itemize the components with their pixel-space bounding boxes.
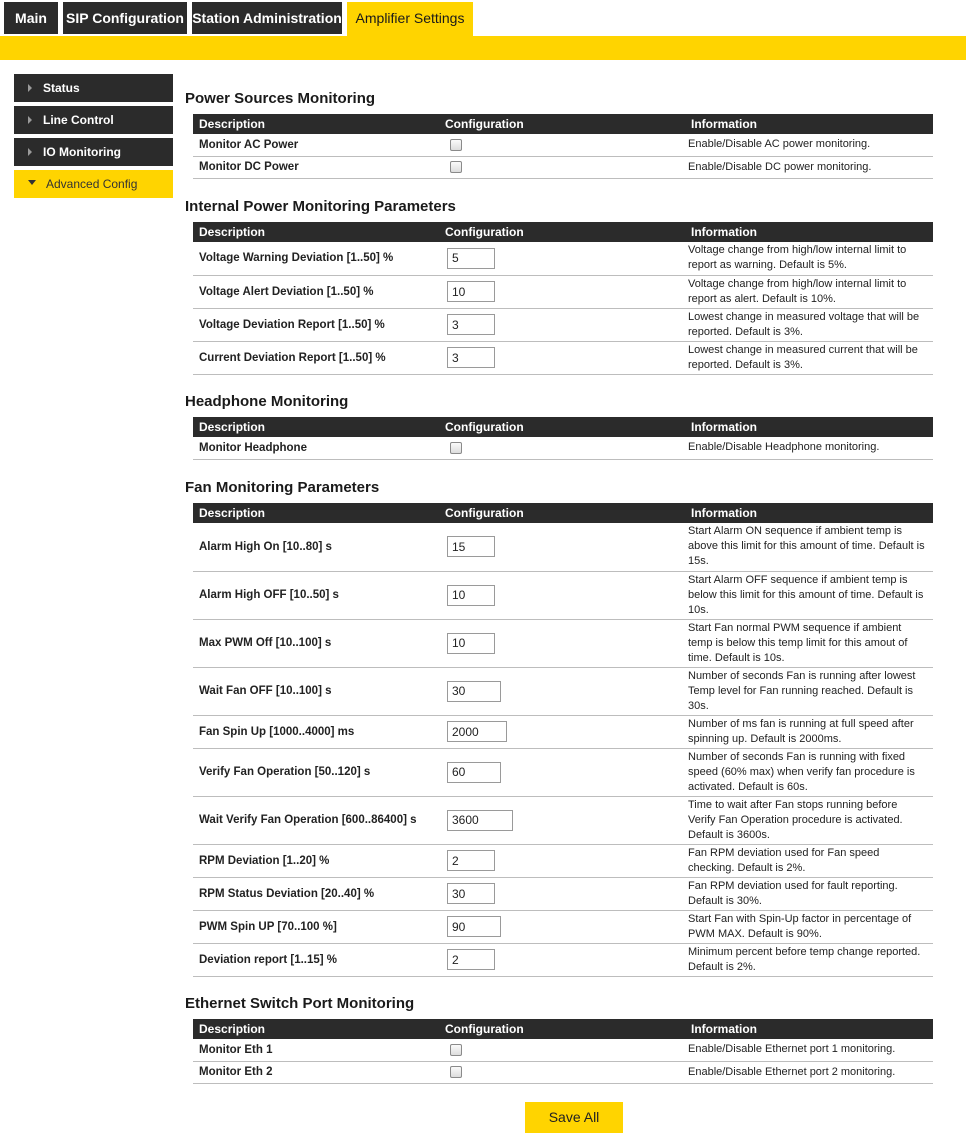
fan-spin-up-input[interactable] xyxy=(447,721,507,742)
row-information: Start Alarm ON sequence if ambient temp is above this limit for this amount of time. Default is 15s. xyxy=(685,523,933,571)
tab-amplifier-settings[interactable]: Amplifier Settings xyxy=(347,2,473,36)
row-information: Enable/Disable Ethernet port 2 monitoring. xyxy=(685,1061,933,1083)
wait-verify-fan-operation-input[interactable] xyxy=(447,810,513,831)
section-title-ethernet: Ethernet Switch Port Monitoring xyxy=(185,995,415,1012)
section-title-power-sources: Power Sources Monitoring xyxy=(185,90,376,107)
row-configuration xyxy=(439,667,685,715)
headphone-table xyxy=(193,417,933,460)
table-header xyxy=(193,417,933,437)
table-row xyxy=(193,910,933,943)
row-configuration xyxy=(439,523,685,571)
row-configuration xyxy=(439,619,685,667)
row-configuration xyxy=(439,748,685,796)
column-header-information: Information xyxy=(685,417,933,437)
table-row xyxy=(193,796,933,844)
current-deviation-report-input[interactable] xyxy=(447,347,495,368)
column-header-description: Description xyxy=(193,1019,439,1039)
row-description: Monitor Eth 1 xyxy=(193,1039,439,1061)
row-information: Number of seconds Fan is running after lowest Temp level for Fan running reached. Default is 30s. xyxy=(685,667,933,715)
table-row xyxy=(193,748,933,796)
column-header-description: Description xyxy=(193,503,439,523)
column-header-configuration: Configuration xyxy=(439,503,685,523)
row-configuration xyxy=(439,571,685,619)
tab-underline-bar xyxy=(0,36,966,60)
table-header xyxy=(193,1019,933,1039)
table-row xyxy=(193,437,933,459)
row-information: Voltage change from high/low internal limit to report as warning. Default is 5%. xyxy=(685,242,933,275)
monitor-eth1-checkbox[interactable] xyxy=(450,1044,462,1056)
sidebar-item-label: IO Monitoring xyxy=(43,145,121,159)
row-information: Enable/Disable DC power monitoring. xyxy=(685,156,933,178)
column-header-information: Information xyxy=(685,1019,933,1039)
row-description: Fan Spin Up [1000..4000] ms xyxy=(193,715,439,748)
table-row xyxy=(193,667,933,715)
table-row xyxy=(193,341,933,374)
row-description: Voltage Alert Deviation [1..50] % xyxy=(193,275,439,308)
table-row xyxy=(193,877,933,910)
row-configuration xyxy=(439,877,685,910)
voltage-warning-deviation-input[interactable] xyxy=(447,248,495,269)
column-header-information: Information xyxy=(685,114,933,134)
column-header-information: Information xyxy=(685,503,933,523)
section-title-fan: Fan Monitoring Parameters xyxy=(185,479,380,496)
sidebar-item-label: Status xyxy=(43,81,80,95)
row-description: Alarm High OFF [10..50] s xyxy=(193,571,439,619)
column-header-description: Description xyxy=(193,417,439,437)
row-information: Number of seconds Fan is running with fixed speed (60% max) when verify fan procedure is activated. Default is 60s. xyxy=(685,748,933,796)
row-information: Enable/Disable Ethernet port 1 monitoring. xyxy=(685,1039,933,1061)
row-description: Monitor Headphone xyxy=(193,437,439,459)
row-configuration xyxy=(439,308,685,341)
row-information: Lowest change in measured voltage that will be reported. Default is 3%. xyxy=(685,308,933,341)
table-row xyxy=(193,275,933,308)
row-configuration xyxy=(439,844,685,877)
sidebar-item-line-control[interactable] xyxy=(14,106,173,134)
row-description: Voltage Deviation Report [1..50] % xyxy=(193,308,439,341)
chevron-right-icon xyxy=(28,116,32,124)
table-row xyxy=(193,242,933,275)
rpm-deviation-input[interactable] xyxy=(447,850,495,871)
section-title-internal-power: Internal Power Monitoring Parameters xyxy=(185,198,456,215)
table-row xyxy=(193,1061,933,1083)
ethernet-table xyxy=(193,1019,933,1084)
row-description: Alarm High On [10..80] s xyxy=(193,523,439,571)
row-description: PWM Spin UP [70..100 %] xyxy=(193,910,439,943)
wait-fan-off-input[interactable] xyxy=(447,681,501,702)
power-sources-table xyxy=(193,114,933,179)
sidebar-item-status[interactable] xyxy=(14,74,173,102)
row-information: Start Fan normal PWM sequence if ambient temp is below this temp limit for this amout of time. Default is 10s. xyxy=(685,619,933,667)
row-description: Max PWM Off [10..100] s xyxy=(193,619,439,667)
row-information: Time to wait after Fan stops running before Verify Fan Operation procedure is activated. Default is 3600s. xyxy=(685,796,933,844)
column-header-description: Description xyxy=(193,222,439,242)
deviation-report-input[interactable] xyxy=(447,949,495,970)
sidebar-item-label: Line Control xyxy=(43,113,114,127)
table-header xyxy=(193,114,933,134)
row-information: Enable/Disable AC power monitoring. xyxy=(685,134,933,156)
verify-fan-operation-input[interactable] xyxy=(447,762,501,783)
column-header-description: Description xyxy=(193,114,439,134)
table-row xyxy=(193,943,933,976)
row-information: Fan RPM deviation used for Fan speed checking. Default is 2%. xyxy=(685,844,933,877)
tab-main[interactable]: Main xyxy=(4,2,58,34)
column-header-information: Information xyxy=(685,222,933,242)
row-information: Lowest change in measured current that will be reported. Default is 3%. xyxy=(685,341,933,374)
row-description: Current Deviation Report [1..50] % xyxy=(193,341,439,374)
row-configuration xyxy=(439,242,685,275)
table-row xyxy=(193,715,933,748)
row-description: Wait Verify Fan Operation [600..86400] s xyxy=(193,796,439,844)
row-information: Minimum percent before temp change reported. Default is 2%. xyxy=(685,943,933,976)
pwm-spin-up-input[interactable] xyxy=(447,916,501,937)
row-information: Voltage change from high/low internal limit to report as alert. Default is 10%. xyxy=(685,275,933,308)
row-description: Monitor AC Power xyxy=(193,134,439,156)
row-configuration xyxy=(439,910,685,943)
column-header-configuration: Configuration xyxy=(439,1019,685,1039)
table-row xyxy=(193,571,933,619)
table-row xyxy=(193,619,933,667)
row-information: Start Fan with Spin-Up factor in percentage of PWM MAX. Default is 90%. xyxy=(685,910,933,943)
column-header-configuration: Configuration xyxy=(439,417,685,437)
alarm-high-off-input[interactable] xyxy=(447,585,495,606)
tab-sip-configuration[interactable]: SIP Configuration xyxy=(63,2,187,34)
max-pwm-off-input[interactable] xyxy=(447,633,495,654)
row-information: Enable/Disable Headphone monitoring. xyxy=(685,437,933,459)
voltage-deviation-report-input[interactable] xyxy=(447,314,495,335)
sidebar-item-io-monitoring[interactable] xyxy=(14,138,173,166)
monitor-eth2-checkbox[interactable] xyxy=(450,1066,462,1078)
sidebar xyxy=(14,74,173,202)
chevron-right-icon xyxy=(28,84,32,92)
row-information: Number of ms fan is running at full speed after spinning up. Default is 2000ms. xyxy=(685,715,933,748)
row-configuration xyxy=(439,1039,685,1061)
monitor-dc-power-checkbox[interactable] xyxy=(450,161,462,173)
chevron-right-icon xyxy=(28,148,32,156)
column-header-configuration: Configuration xyxy=(439,114,685,134)
table-row xyxy=(193,1039,933,1061)
save-all-button[interactable]: Save All xyxy=(525,1102,623,1133)
row-description: RPM Status Deviation [20..40] % xyxy=(193,877,439,910)
table-row xyxy=(193,308,933,341)
sidebar-item-advanced-config[interactable] xyxy=(14,170,173,198)
monitor-ac-power-checkbox[interactable] xyxy=(450,139,462,151)
top-navigation xyxy=(0,0,966,36)
row-configuration xyxy=(439,943,685,976)
row-description: Wait Fan OFF [10..100] s xyxy=(193,667,439,715)
rpm-status-deviation-input[interactable] xyxy=(447,883,495,904)
row-information: Fan RPM deviation used for fault reporting. Default is 30%. xyxy=(685,877,933,910)
row-description: RPM Deviation [1..20] % xyxy=(193,844,439,877)
row-description: Monitor DC Power xyxy=(193,156,439,178)
tab-station-administration[interactable]: Station Administration xyxy=(192,2,342,34)
row-configuration xyxy=(439,134,685,156)
table-header xyxy=(193,222,933,242)
table-header xyxy=(193,503,933,523)
row-information: Start Alarm OFF sequence if ambient temp is below this limit for this amount of time. Default is 10s. xyxy=(685,571,933,619)
row-configuration xyxy=(439,156,685,178)
row-description: Voltage Warning Deviation [1..50] % xyxy=(193,242,439,275)
row-configuration xyxy=(439,341,685,374)
row-configuration xyxy=(439,1061,685,1083)
chevron-down-icon xyxy=(28,180,36,185)
table-row xyxy=(193,134,933,156)
row-configuration xyxy=(439,437,685,459)
row-description: Verify Fan Operation [50..120] s xyxy=(193,748,439,796)
table-row xyxy=(193,523,933,571)
row-description: Deviation report [1..15] % xyxy=(193,943,439,976)
alarm-high-on-input[interactable] xyxy=(447,536,495,557)
row-configuration xyxy=(439,275,685,308)
column-header-configuration: Configuration xyxy=(439,222,685,242)
row-description: Monitor Eth 2 xyxy=(193,1061,439,1083)
section-title-headphone: Headphone Monitoring xyxy=(185,393,349,410)
voltage-alert-deviation-input[interactable] xyxy=(447,281,495,302)
row-configuration xyxy=(439,715,685,748)
table-row xyxy=(193,156,933,178)
fan-table xyxy=(193,503,933,977)
table-row xyxy=(193,844,933,877)
sidebar-item-label: Advanced Config xyxy=(46,177,138,191)
row-configuration xyxy=(439,796,685,844)
internal-power-table xyxy=(193,222,933,375)
monitor-headphone-checkbox[interactable] xyxy=(450,442,462,454)
